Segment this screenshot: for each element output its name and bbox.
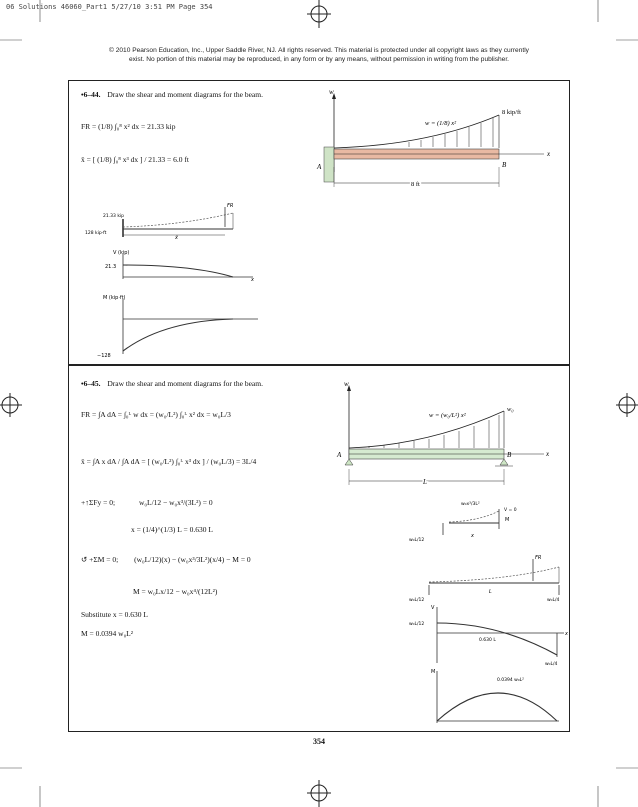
equation-sum-m-label: ↺ +ΣM = 0; bbox=[81, 555, 119, 564]
equation-x-location: x = (1/4)^(1/3) L = 0.630 L bbox=[131, 525, 213, 534]
problem-statement: Draw the shear and moment diagrams for the beam. bbox=[107, 90, 263, 99]
sketch-reaction: 128 kip·ft bbox=[85, 231, 107, 236]
handwritten-solution-sketch bbox=[83, 199, 273, 359]
equation-sum-fy-label: +↑ΣFy = 0; bbox=[81, 498, 116, 507]
span-label: 8 ft bbox=[411, 181, 420, 188]
sketch-v-value: 21.3 bbox=[105, 264, 117, 270]
point-b-label: B bbox=[507, 451, 512, 459]
sketch-m-value: −128 bbox=[97, 353, 111, 359]
point-a-label: A bbox=[337, 451, 342, 459]
equation-resultant: FR = (1/8) ∫₀⁸ x² dx = 21.33 kip bbox=[81, 122, 176, 131]
sketch-fbd1-v: V = 0 bbox=[504, 508, 517, 513]
result-moment: M = 0.0394 w₀L² bbox=[81, 629, 134, 638]
sketch-fbd2-left: w₀L/12 bbox=[409, 598, 425, 603]
problem-heading bbox=[81, 379, 263, 388]
sketch-v-axis: V (kip) bbox=[113, 250, 130, 256]
load-max-label: 8 kip/ft bbox=[502, 109, 521, 116]
copyright-line-1: © 2010 Pearson Education, Inc., Upper Saddle River, NJ. All rights reserved. This material is protected under all copyright laws as they currently bbox=[109, 47, 529, 54]
point-a-label: A bbox=[317, 163, 322, 171]
sketch-fbd1-left: w₀L/12 bbox=[409, 538, 425, 543]
problem-box-6-45 bbox=[68, 364, 570, 732]
sketch-fbd1-x: x bbox=[471, 533, 474, 539]
equation-centroid: x̄ = ∫A x dA / ∫A dA = [ (w₀/L²) ∫₀ᴸ x³ dx ] / (w₀L/3) = 3L/4 bbox=[81, 457, 257, 466]
copyright-notice bbox=[64, 46, 574, 64]
sketch-fbd1-m: M bbox=[505, 517, 510, 523]
sketch-load: 21.33 kip bbox=[103, 214, 125, 219]
problem-box-6-44 bbox=[68, 80, 570, 366]
substitute-text: Substitute x = 0.630 L bbox=[81, 610, 148, 619]
point-b-label: B bbox=[502, 161, 507, 169]
x-axis-label: x bbox=[546, 450, 550, 458]
sketch-v-axis: V bbox=[431, 605, 435, 611]
sketch-x-label: x bbox=[565, 631, 568, 637]
equation-sum-m-body: (w₀L/12)(x) − (w₀x³/3L²)(x/4) − M = 0 bbox=[134, 555, 251, 564]
problem-number: •6–45. bbox=[81, 379, 101, 388]
load-equation: w = (w₀/L²) x² bbox=[429, 412, 466, 419]
problem-statement: Draw the shear and moment diagrams for the beam. bbox=[107, 379, 263, 388]
w-axis-label: w bbox=[344, 380, 349, 388]
sketch-m-peak: 0.0394 w₀L² bbox=[497, 678, 524, 683]
copyright-line-2: exist. No portion of this material may be reproduced, in any form or by any means, without permission in writing from the publisher. bbox=[128, 56, 510, 63]
beam-figure bbox=[329, 379, 559, 489]
file-slug: 06 Solutions 46060_Part1 5/27/10 3:51 PM Page 354 bbox=[6, 3, 213, 11]
equation-sum-fy-body: w₀L/12 − w₀x³/(3L²) = 0 bbox=[138, 498, 213, 507]
equation-sum-m bbox=[81, 555, 251, 564]
sketch-fbd2-right: w₀L/4 bbox=[547, 598, 560, 603]
load-equation: w = (1/8) x² bbox=[425, 120, 457, 127]
beam-figure bbox=[309, 87, 559, 197]
load-max-label: w₀ bbox=[507, 406, 514, 413]
sketch-xbar-label: x̄ bbox=[175, 235, 178, 241]
sketch-fbd1-load: w₀x³/3L² bbox=[461, 502, 480, 507]
sketch-v-top: w₀L/12 bbox=[409, 622, 425, 627]
x-axis-label: x bbox=[547, 150, 551, 158]
page-number: 354 bbox=[313, 737, 325, 746]
sketch-m-axis: M (kip·ft) bbox=[103, 295, 126, 301]
sketch-x-label: x bbox=[251, 277, 254, 283]
w-axis-label: w bbox=[329, 88, 334, 96]
handwritten-solution-sketch bbox=[409, 495, 569, 727]
sketch-fr-label: FR bbox=[227, 203, 234, 209]
sketch-fbd2-len: L bbox=[489, 589, 492, 595]
equation-sum-fy bbox=[81, 498, 213, 507]
equation-resultant: FR = ∫A dA = ∫₀ᴸ w dx = (w₀/L²) ∫₀ᴸ x² dx = w₀L/3 bbox=[81, 410, 231, 419]
span-label: L bbox=[423, 478, 427, 486]
sketch-m-axis: M bbox=[431, 669, 436, 675]
equation-centroid: x̄ = [ (1/8) ∫₀⁸ x³ dx ] / 21.33 = 6.0 ft bbox=[81, 155, 189, 164]
sketch-v-bottom: w₀L/4 bbox=[545, 662, 558, 667]
equation-moment: M = w₀Lx/12 − w₀x⁴/(12L²) bbox=[133, 587, 218, 596]
sketch-fr-label: FR bbox=[535, 555, 542, 561]
sketch-v-root: 0.630 L bbox=[479, 638, 496, 643]
problem-heading bbox=[81, 90, 263, 99]
problem-number: •6–44. bbox=[81, 90, 101, 99]
